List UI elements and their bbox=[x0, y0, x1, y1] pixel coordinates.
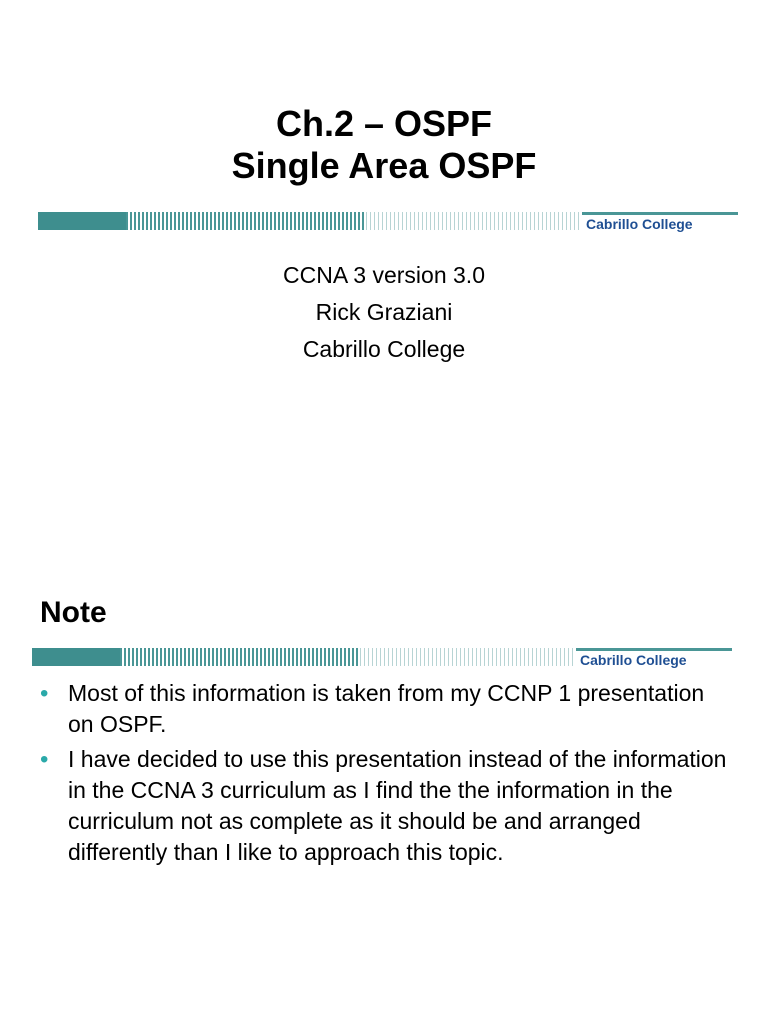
banner-stripes bbox=[126, 212, 366, 230]
list-item bbox=[40, 744, 730, 868]
slide-title-heading bbox=[0, 103, 768, 187]
note-bullet-list bbox=[40, 678, 730, 872]
list-item bbox=[40, 678, 730, 740]
college-banner bbox=[32, 648, 732, 670]
subtitle-author: Rick Graziani bbox=[315, 299, 453, 325]
banner-rule bbox=[576, 648, 732, 651]
college-banner bbox=[38, 212, 738, 234]
note-heading: Note bbox=[40, 596, 107, 629]
title-line-2: Single Area OSPF bbox=[231, 145, 537, 186]
slide-note bbox=[0, 512, 768, 1024]
subtitle-course: CCNA 3 version 3.0 bbox=[283, 262, 485, 288]
banner-stripes-fade bbox=[366, 212, 582, 230]
banner-stripes-fade bbox=[360, 648, 576, 666]
banner-rule bbox=[582, 212, 738, 215]
banner-solid-bar bbox=[32, 648, 120, 666]
bullet-text: I have decided to use this presentation instead of the information in the CCNA 3 curriculum as I find the the information in the curriculum not as complete as it should be and arranged differently than I like to approach this topic. bbox=[68, 746, 727, 865]
bullet-dot-icon: • bbox=[40, 680, 49, 707]
banner-college-label: Cabrillo College bbox=[580, 652, 687, 668]
slide-subtitle bbox=[0, 257, 768, 368]
banner-college-label: Cabrillo College bbox=[586, 216, 693, 232]
subtitle-college: Cabrillo College bbox=[302, 336, 466, 362]
title-line-1: Ch.2 – OSPF bbox=[275, 103, 493, 144]
bullet-dot-icon: • bbox=[40, 746, 49, 773]
banner-stripes bbox=[120, 648, 360, 666]
bullet-text: Most of this information is taken from my CCNP 1 presentation on OSPF. bbox=[68, 680, 705, 737]
banner-solid-bar bbox=[38, 212, 126, 230]
